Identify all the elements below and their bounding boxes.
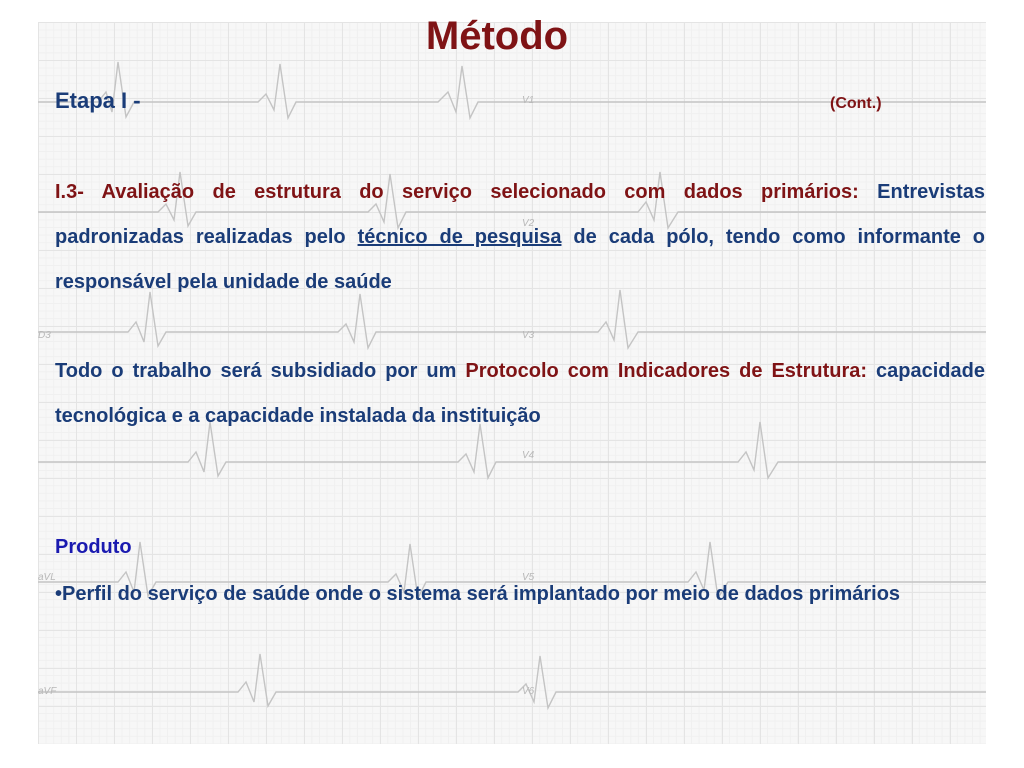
bullet-icon: • bbox=[55, 583, 63, 605]
lead-label: aVF bbox=[38, 686, 57, 697]
protocol-highlight: Protocolo com Indicadores de Estrutura: bbox=[465, 360, 868, 382]
lead-label: aVL bbox=[38, 572, 56, 583]
lead-label: V5 bbox=[522, 572, 535, 583]
lead-label: D3 bbox=[38, 330, 51, 341]
continued-label: (Cont.) bbox=[830, 95, 882, 112]
section-heading: I.3- Avaliação de estrutura do serviço selecionado com dados primários: bbox=[55, 181, 859, 203]
slide-title: Método bbox=[425, 14, 569, 58]
section-text-before: Entrevistas padronizadas realizadas pelo bbox=[55, 181, 985, 248]
product-heading: Produto bbox=[55, 536, 132, 558]
research-technician-link[interactable]: técnico de pesquisa bbox=[357, 226, 562, 248]
lead-label: V4 bbox=[522, 450, 535, 461]
product-item-text: Perfil do serviço de saúde onde o sistema será implantado por meio de dados primários bbox=[62, 583, 901, 605]
protocol-paragraph bbox=[55, 349, 985, 439]
section-text-after: de cada pólo, tendo como informante o responsável pela unidade de saúde bbox=[55, 226, 986, 293]
stage-label: Etapa I - bbox=[55, 88, 141, 113]
section-paragraph bbox=[55, 170, 985, 305]
protocol-text-before: Todo o trabalho será subsidiado por um bbox=[55, 360, 457, 382]
product-list-item bbox=[55, 572, 985, 617]
lead-label: V3 bbox=[522, 330, 535, 341]
protocol-text-after: capacidade tecnológica e a capacidade instalada da instituição bbox=[55, 360, 985, 427]
lead-label: V2 bbox=[522, 218, 535, 229]
lead-label: V1 bbox=[522, 95, 535, 106]
lead-label: V6 bbox=[522, 686, 535, 697]
